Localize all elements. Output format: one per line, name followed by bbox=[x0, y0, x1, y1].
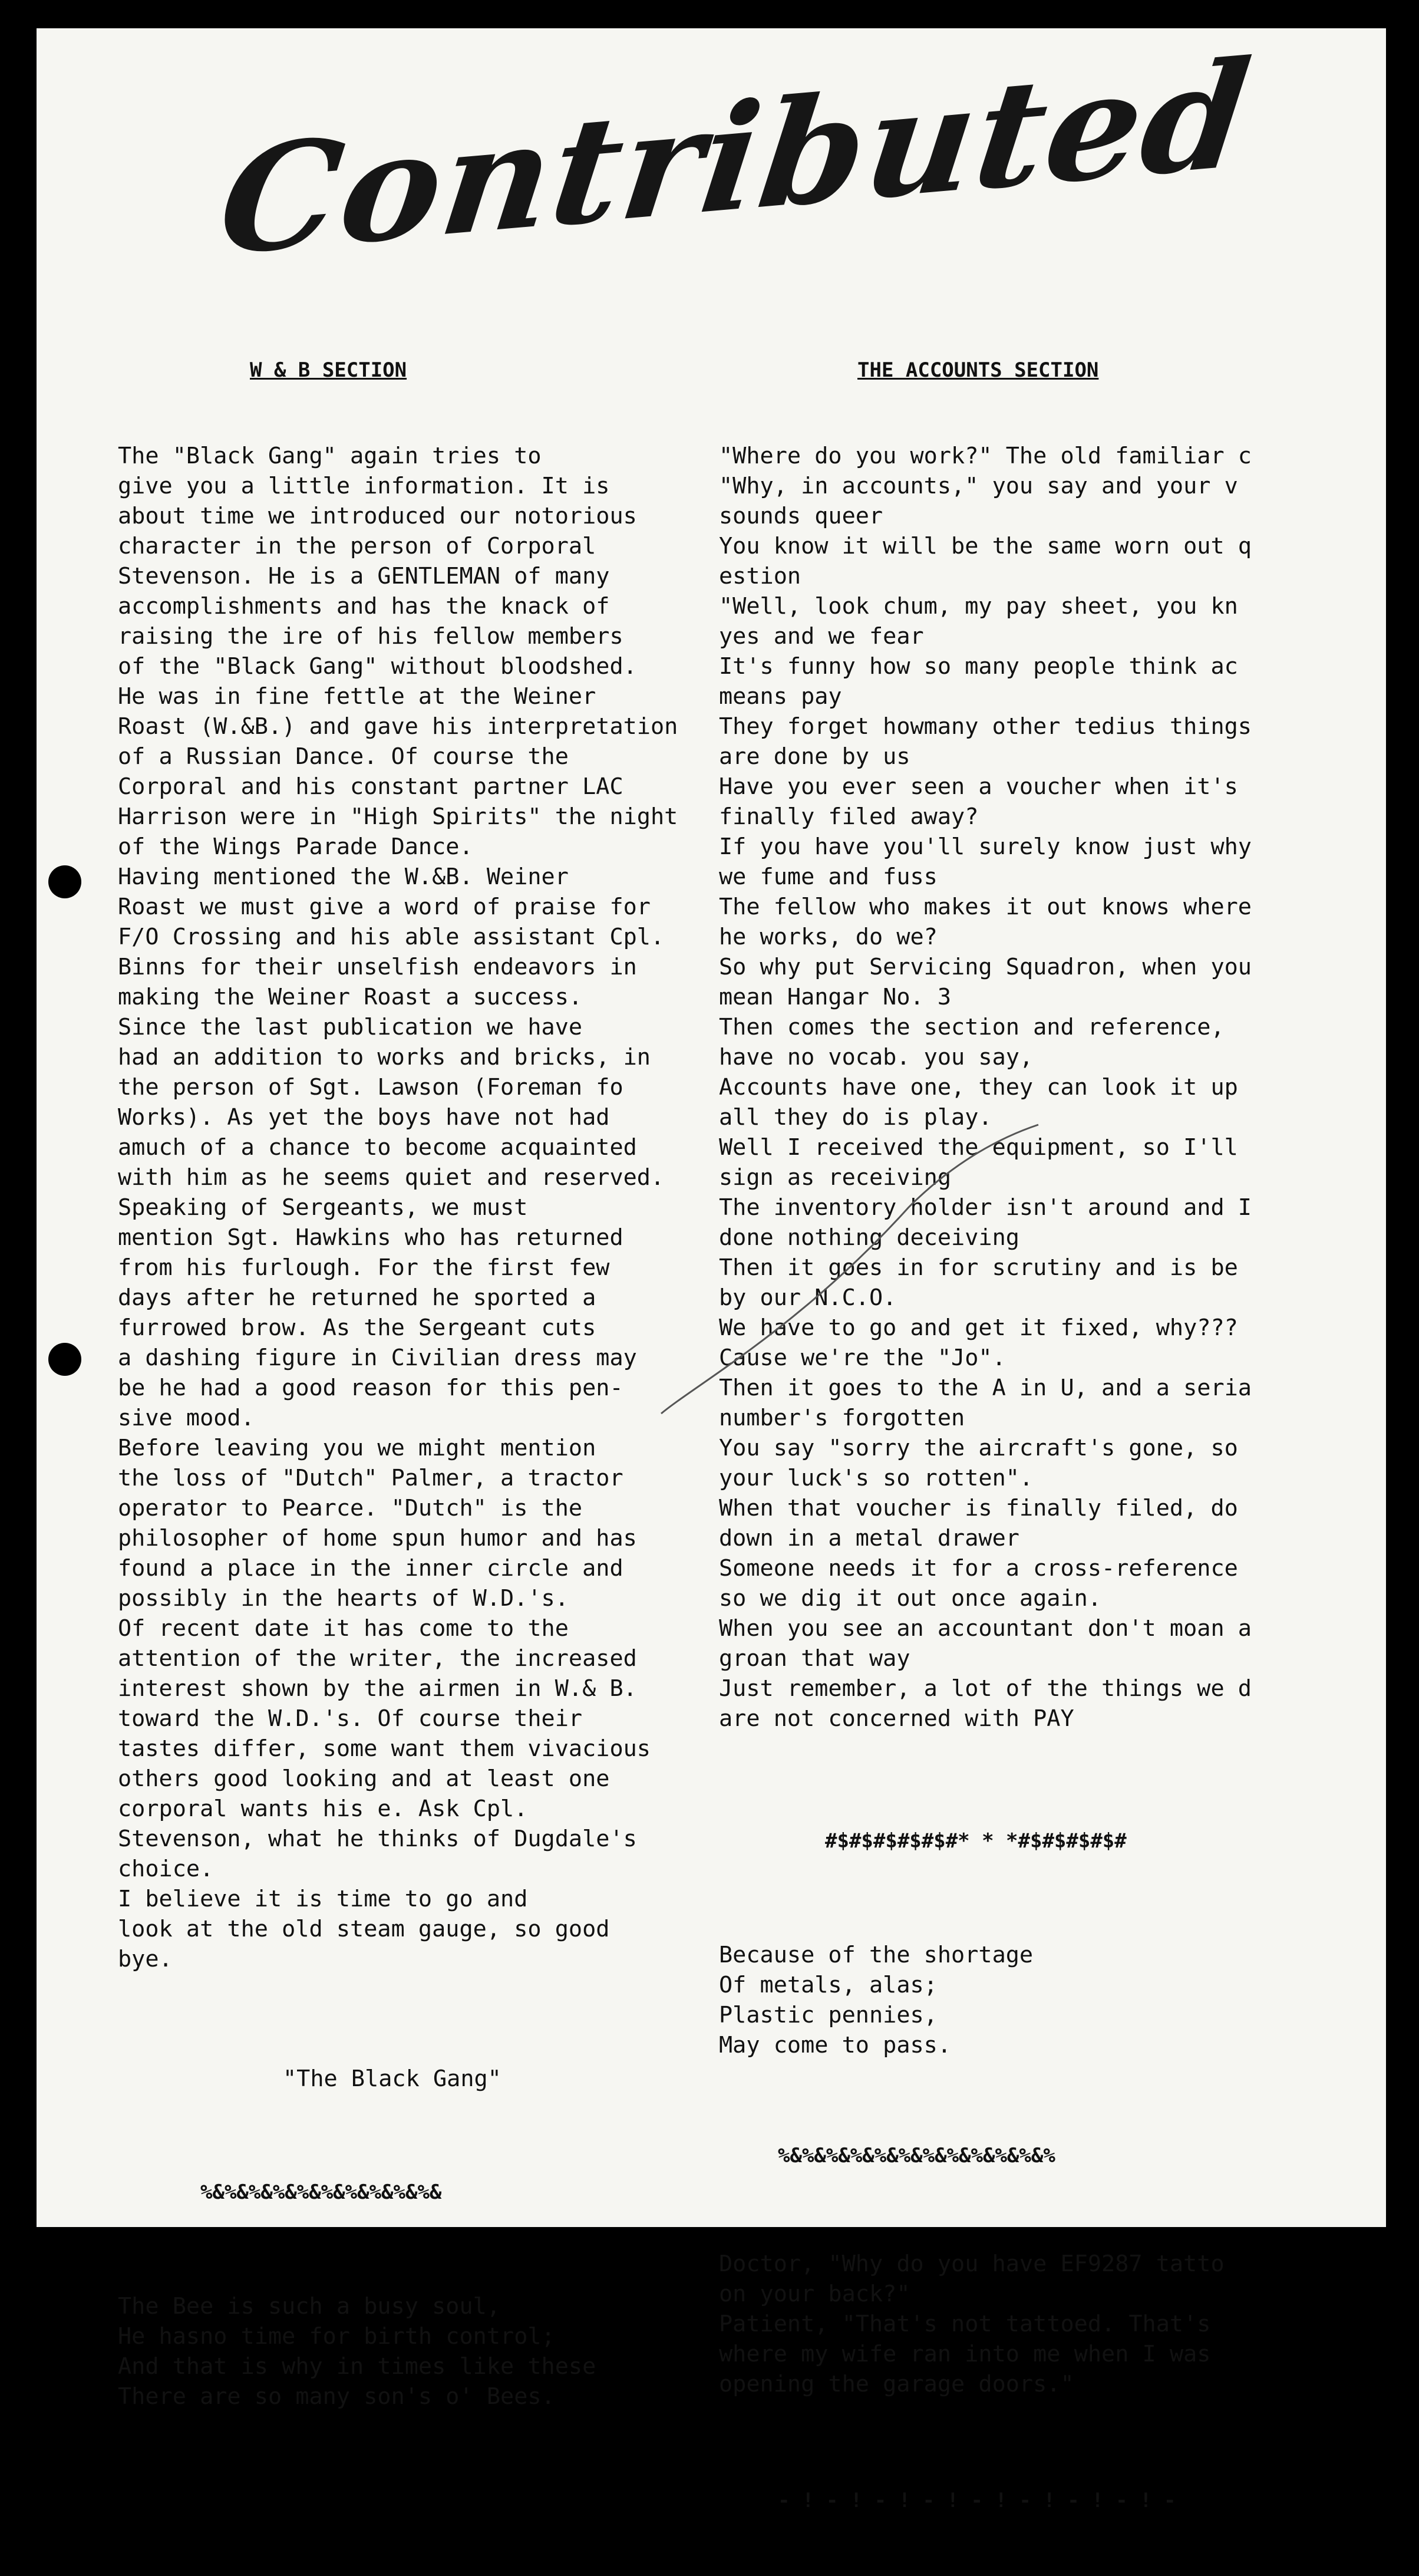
text-line: days after he returned he sported a bbox=[118, 1284, 596, 1311]
text-line: he works, do we? bbox=[719, 924, 938, 950]
text-line: Since the last publication we have bbox=[118, 1014, 583, 1040]
signature: "The Black Gang" bbox=[283, 2066, 501, 2092]
text-line: sounds queer bbox=[719, 503, 883, 529]
rhyme-line: Because of the shortage bbox=[719, 1942, 1034, 1968]
text-line: "Well, look chum, my pay sheet, you kn bbox=[719, 593, 1238, 620]
text-line: So why put Servicing Squadron, when you bbox=[719, 954, 1252, 980]
text-line: If you have you'll surely know just why bbox=[719, 834, 1252, 860]
text-line: finally filed away? bbox=[719, 803, 979, 830]
text-line: I believe it is time to go and bbox=[118, 1886, 528, 1912]
text-line: we fume and fuss bbox=[719, 864, 938, 890]
text-line: Having mentioned the W.&B. Weiner bbox=[118, 864, 569, 890]
text-line: choice. bbox=[118, 1856, 214, 1882]
right-column-body bbox=[719, 441, 1367, 1734]
joke-line: on your back?" bbox=[719, 2281, 910, 2307]
text-line: Works). As yet the boys have not had bbox=[118, 1104, 610, 1131]
text-line: He was in fine fettle at the Weiner bbox=[118, 683, 596, 710]
text-line: found a place in the inner circle and bbox=[118, 1555, 623, 1582]
text-line: Then it goes to the A in U, and a seria bbox=[719, 1375, 1252, 1401]
text-line: of the "Black Gang" without bloodshed. bbox=[118, 653, 637, 680]
text-line: mean Hangar No. 3 bbox=[719, 984, 952, 1010]
text-line: Binns for their unselfish endeavors in bbox=[118, 954, 637, 980]
text-line: all they do is play. bbox=[719, 1104, 992, 1131]
text-line: The inventory holder isn't around and I bbox=[719, 1194, 1252, 1221]
rhyme-line: May come to pass. bbox=[719, 2032, 952, 2058]
text-line: groan that way bbox=[719, 1645, 910, 1672]
text-line: You know it will be the same worn out q bbox=[719, 533, 1252, 559]
poem-line: There are so many son's o' Bees. bbox=[118, 2383, 555, 2410]
text-line: The fellow who makes it out knows where bbox=[719, 894, 1252, 920]
text-line: from his furlough. For the first few bbox=[118, 1254, 610, 1281]
text-line: amuch of a chance to become acquainted bbox=[118, 1134, 637, 1161]
text-line: about time we introduced our notorious bbox=[118, 503, 637, 529]
text-line: Roast (W.&B.) and gave his interpretation bbox=[118, 713, 678, 740]
text-line: Stevenson. He is a GENTLEMAN of many bbox=[118, 563, 610, 589]
pennies-rhyme bbox=[719, 1940, 1367, 2060]
text-line: of a Russian Dance. Of course the bbox=[118, 743, 569, 770]
text-line: Corporal and his constant partner LAC bbox=[118, 773, 623, 800]
doctor-joke bbox=[719, 2249, 1367, 2399]
text-line: bye. bbox=[118, 1946, 173, 1972]
poem-line: He hasno time for birth control; bbox=[118, 2323, 555, 2350]
text-line: by our N.C.O. bbox=[719, 1284, 897, 1311]
text-line: Accounts have one, they can look it up bbox=[719, 1074, 1238, 1101]
ornament-divider: #$#$#$#$#$#* * *#$#$#$#$# bbox=[825, 1829, 1127, 1853]
text-line: the loss of "Dutch" Palmer, a tractor bbox=[118, 1465, 623, 1491]
text-line: Someone needs it for a cross-reference bbox=[719, 1555, 1238, 1582]
right-column bbox=[719, 381, 1367, 2576]
text-line: sive mood. bbox=[118, 1405, 255, 1431]
text-line: philosopher of home spun humor and has bbox=[118, 1525, 637, 1551]
text-line: Just remember, a lot of the things we d bbox=[719, 1675, 1252, 1702]
left-column-body bbox=[118, 441, 766, 1974]
ornament-divider: %&%&%&%&%&%&%&%&%&%& bbox=[200, 2180, 442, 2204]
text-line: Of recent date it has come to the bbox=[118, 1615, 569, 1642]
joke-line: where my wife ran into me when I was bbox=[719, 2341, 1211, 2367]
bee-poem bbox=[118, 2291, 766, 2412]
left-column-heading: W & B SECTION bbox=[250, 358, 407, 382]
text-line: furrowed brow. As the Sergeant cuts bbox=[118, 1315, 596, 1341]
text-line: so we dig it out once again. bbox=[719, 1585, 1102, 1612]
joke-line: opening the garage doors." bbox=[719, 2371, 1074, 2397]
page-title: Contributed bbox=[211, 27, 1260, 288]
text-line: mention Sgt. Hawkins who has returned bbox=[118, 1224, 623, 1251]
text-line: toward the W.D.'s. Of course their bbox=[118, 1705, 583, 1732]
text-line: The "Black Gang" again tries to bbox=[118, 443, 542, 469]
text-line: the person of Sgt. Lawson (Foreman fo bbox=[118, 1074, 623, 1101]
text-line: have no vocab. you say, bbox=[719, 1044, 1034, 1070]
ornament-divider: - ! - ! - ! - ! - ! - ! - ! - ! - bbox=[778, 2489, 1176, 2512]
text-line: Stevenson, what he thinks of Dugdale's bbox=[118, 1826, 637, 1852]
text-line: Speaking of Sergeants, we must bbox=[118, 1194, 528, 1221]
text-line: When you see an accountant don't moan a bbox=[719, 1615, 1252, 1642]
text-line: interest shown by the airmen in W.& B. bbox=[118, 1675, 637, 1702]
rhyme-line: Plastic pennies, bbox=[719, 2002, 938, 2028]
text-line: give you a little information. It is bbox=[118, 473, 610, 499]
text-line: a dashing figure in Civilian dress may bbox=[118, 1345, 637, 1371]
text-line: accomplishments and has the knack of bbox=[118, 593, 610, 620]
text-line: yes and we fear bbox=[719, 623, 924, 650]
text-line: with him as he seems quiet and reserved. bbox=[118, 1164, 665, 1191]
text-line: Harrison were in "High Spirits" the night bbox=[118, 803, 678, 830]
punch-hole bbox=[48, 865, 81, 898]
punch-hole bbox=[48, 1343, 81, 1376]
left-column bbox=[118, 381, 766, 2472]
text-line: number's forgotten bbox=[719, 1405, 965, 1431]
text-line: means pay bbox=[719, 683, 842, 710]
text-line: We have to go and get it fixed, why??? bbox=[719, 1315, 1238, 1341]
text-line: attention of the writer, the increased bbox=[118, 1645, 637, 1672]
joke-line: Doctor, "Why do you have EF9287 tatto bbox=[719, 2251, 1225, 2277]
text-line: others good looking and at least one bbox=[118, 1765, 610, 1792]
text-line: Roast we must give a word of praise for bbox=[118, 894, 651, 920]
text-line: of the Wings Parade Dance. bbox=[118, 834, 473, 860]
ornament-divider: %&%&%&%&%&%&%&%&%&%&%&% bbox=[778, 2144, 1055, 2167]
text-line: Then it goes in for scrutiny and is be bbox=[719, 1254, 1238, 1281]
poem-line: The Bee is such a busy soul, bbox=[118, 2293, 501, 2320]
text-line: You say "sorry the aircraft's gone, so bbox=[719, 1435, 1238, 1461]
text-line: be he had a good reason for this pen- bbox=[118, 1375, 623, 1401]
text-line: estion bbox=[719, 563, 801, 589]
text-line: your luck's so rotten". bbox=[719, 1465, 1034, 1491]
text-line: They forget howmany other tedius things bbox=[719, 713, 1252, 740]
text-line: down in a metal drawer bbox=[719, 1525, 1019, 1551]
text-line: Have you ever seen a voucher when it's bbox=[719, 773, 1238, 800]
text-line: are not concerned with PAY bbox=[719, 1705, 1074, 1732]
text-line: Cause we're the "Jo". bbox=[719, 1345, 1006, 1371]
text-line: Then comes the section and reference, bbox=[719, 1014, 1225, 1040]
text-line: When that voucher is finally filed, do bbox=[719, 1495, 1238, 1521]
document-page bbox=[37, 27, 1386, 2512]
text-line: Before leaving you we might mention bbox=[118, 1435, 596, 1461]
text-line: operator to Pearce. "Dutch" is the bbox=[118, 1495, 583, 1521]
rhyme-line: Of metals, alas; bbox=[719, 1972, 938, 1998]
text-line: had an addition to works and bricks, in bbox=[118, 1044, 651, 1070]
text-line: look at the old steam gauge, so good bbox=[118, 1916, 610, 1942]
text-line: It's funny how so many people think ac bbox=[719, 653, 1238, 680]
text-line: are done by us bbox=[719, 743, 910, 770]
text-line: raising the ire of his fellow members bbox=[118, 623, 623, 650]
text-line: sign as receiving bbox=[719, 1164, 952, 1191]
text-line: Well I received the equipment, so I'll bbox=[719, 1134, 1238, 1161]
text-line: "Why, in accounts," you say and your v bbox=[719, 473, 1238, 499]
text-line: "Where do you work?" The old familiar c bbox=[719, 443, 1252, 469]
joke-line: Patient, "That's not tattoed. That's bbox=[719, 2311, 1211, 2337]
text-line: character in the person of Corporal bbox=[118, 533, 596, 559]
text-line: making the Weiner Roast a success. bbox=[118, 984, 583, 1010]
text-line: F/O Crossing and his able assistant Cpl. bbox=[118, 924, 665, 950]
text-line: tastes differ, some want them vivacious bbox=[118, 1735, 651, 1762]
right-column-heading: THE ACCOUNTS SECTION bbox=[857, 358, 1099, 382]
text-line: corporal wants his e. Ask Cpl. bbox=[118, 1796, 528, 1822]
text-line: done nothing deceiving bbox=[719, 1224, 1019, 1251]
text-line: possibly in the hearts of W.D.'s. bbox=[118, 1585, 569, 1612]
poem-line: And that is why in times like these bbox=[118, 2353, 596, 2380]
